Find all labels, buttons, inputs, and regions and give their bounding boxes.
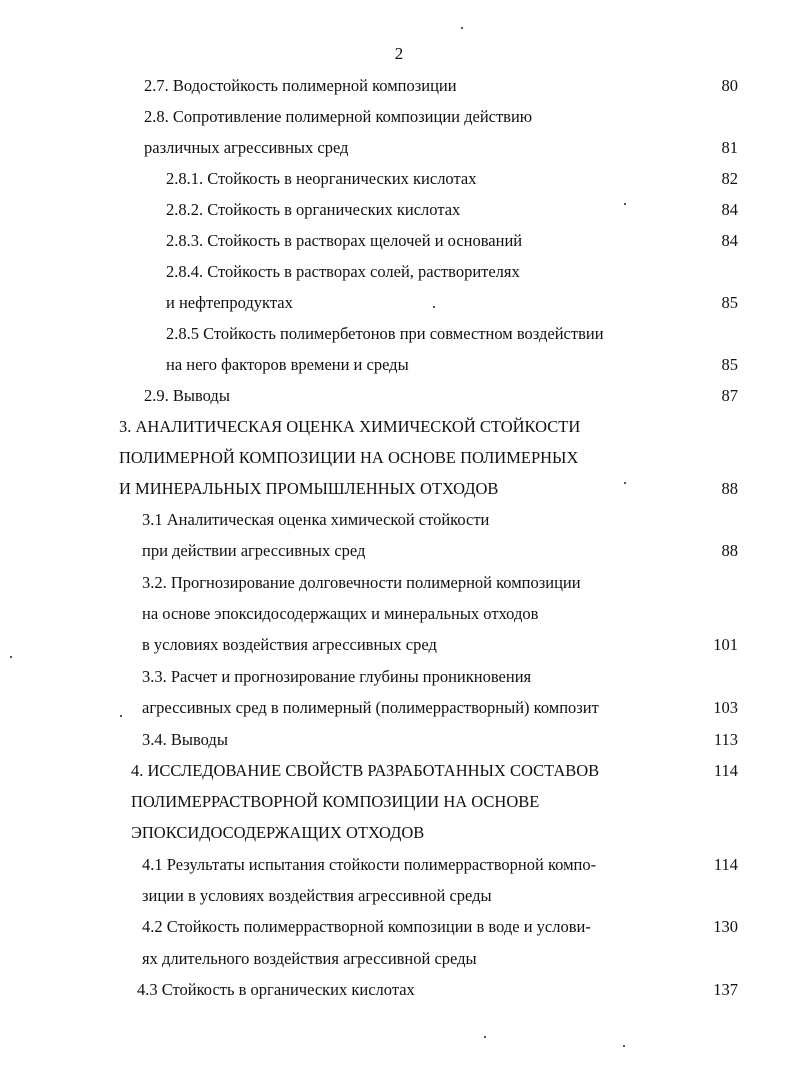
toc-page-1: 80 bbox=[721, 76, 738, 95]
toc-text-28: 4.2 Стойкость полимеррастворной композиции в воде и услови- bbox=[142, 917, 591, 936]
scan-speck bbox=[624, 203, 626, 205]
toc-page-3: 81 bbox=[721, 138, 738, 157]
toc-page-30: 137 bbox=[713, 980, 738, 999]
toc-text-26: 4.1 Результаты испытания стойкости полимеррастворной компо- bbox=[142, 855, 597, 874]
toc-text-18: на основе эпоксидосодержащих и минеральных отходов bbox=[142, 604, 539, 623]
scan-speck bbox=[120, 715, 122, 717]
toc-text-20: 3.3. Расчет и прогнозирование глубины проникновения bbox=[142, 667, 532, 686]
toc-text-21: агрессивных сред в полимерный (полимеррастворный) композит bbox=[142, 698, 599, 717]
toc-page-19: 101 bbox=[713, 635, 738, 654]
toc-page-26: 114 bbox=[713, 855, 738, 874]
scan-speck bbox=[624, 482, 626, 484]
toc-page-23: 114 bbox=[713, 761, 738, 780]
toc-text-1: 2.7. Водостойкость полимерной композиции bbox=[144, 76, 457, 95]
toc-text-22: 3.4. Выводы bbox=[142, 730, 228, 749]
toc-page-14: 88 bbox=[721, 479, 738, 498]
toc-text-23: 4. ИССЛЕДОВАНИЕ СВОЙСТВ РАЗРАБОТАННЫХ СОСТАВОВ bbox=[131, 761, 600, 780]
toc-page-28: 130 bbox=[713, 917, 738, 936]
scan-speck bbox=[484, 1036, 486, 1038]
toc-text-13: ПОЛИМЕРНОЙ КОМПОЗИЦИИ НА ОСНОВЕ ПОЛИМЕРНЫХ bbox=[119, 448, 579, 467]
scan-speck bbox=[433, 306, 435, 308]
toc-text-27: зиции в условиях воздействия агрессивной среды bbox=[142, 886, 492, 905]
scan-speck bbox=[10, 656, 12, 658]
toc-page-22: 113 bbox=[713, 730, 738, 749]
toc-page-16: 88 bbox=[721, 541, 738, 560]
toc-text-4: 2.8.1. Стойкость в неорганических кислотах bbox=[166, 169, 477, 188]
toc-text-16: при действии агрессивных сред bbox=[142, 541, 366, 560]
toc-text-15: 3.1 Аналитическая оценка химической стойкости bbox=[142, 510, 490, 529]
toc-text-14: И МИНЕРАЛЬНЫХ ПРОМЫШЛЕННЫХ ОТХОДОВ bbox=[119, 479, 499, 498]
toc-text-10: на него факторов времени и среды bbox=[166, 355, 409, 374]
toc-page-5: 84 bbox=[721, 200, 738, 219]
toc-text-7: 2.8.4. Стойкость в растворах солей, растворителях bbox=[166, 262, 520, 281]
toc-text-5: 2.8.2. Стойкость в органических кислотах bbox=[166, 200, 461, 219]
toc-page-8: 85 bbox=[721, 293, 738, 312]
toc-page-21: 103 bbox=[713, 698, 738, 717]
toc-text-19: в условиях воздействия агрессивных сред bbox=[142, 635, 437, 654]
toc-text-3: различных агрессивных сред bbox=[144, 138, 349, 157]
toc-text-6: 2.8.3. Стойкость в растворах щелочей и оснований bbox=[166, 231, 523, 250]
toc-text-30: 4.3 Стойкость в органических кислотах bbox=[137, 980, 415, 999]
toc-text-17: 3.2. Прогнозирование долговечности полимерной композиции bbox=[142, 573, 581, 592]
toc-text-11: 2.9. Выводы bbox=[144, 386, 230, 405]
toc-text-29: ях длительного воздействия агрессивной среды bbox=[142, 949, 477, 968]
scan-speck bbox=[623, 1045, 625, 1047]
toc-text-25: ЭПОКСИДОСОДЕРЖАЩИХ ОТХОДОВ bbox=[131, 823, 425, 842]
toc-page-6: 84 bbox=[721, 231, 738, 250]
toc-text-12: 3. АНАЛИТИЧЕСКАЯ ОЦЕНКА ХИМИЧЕСКОЙ СТОЙКОСТИ bbox=[119, 417, 581, 436]
scan-speck bbox=[461, 27, 463, 29]
toc-text-24: ПОЛИМЕРРАСТВОРНОЙ КОМПОЗИЦИИ НА ОСНОВЕ bbox=[131, 792, 540, 811]
toc-text-2: 2.8. Сопротивление полимерной композиции действию bbox=[144, 107, 533, 126]
toc-page-10: 85 bbox=[721, 355, 738, 374]
toc-page-11: 87 bbox=[721, 386, 738, 405]
toc-text-8: и нефтепродуктах bbox=[166, 293, 293, 312]
page-number: 2 bbox=[394, 44, 404, 63]
toc-page-4: 82 bbox=[721, 169, 738, 188]
toc-text-9: 2.8.5 Стойкость полимербетонов при совместном воздействии bbox=[166, 324, 604, 343]
